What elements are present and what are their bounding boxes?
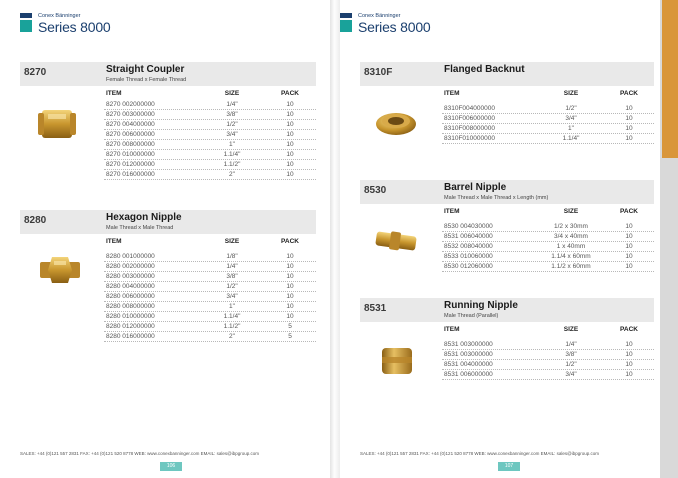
- item-size: 1": [229, 141, 235, 148]
- table-row: [104, 282, 316, 292]
- item-size: 3/8": [565, 351, 577, 358]
- book-spine: [330, 0, 340, 478]
- col-header-size: SIZE: [563, 326, 579, 333]
- section-header: [360, 298, 654, 322]
- item-pack: 10: [286, 253, 294, 260]
- item-size: 1.1/2": [223, 323, 241, 330]
- table-row: [104, 332, 316, 342]
- page-number: 107: [498, 462, 520, 471]
- item-pack: 10: [286, 313, 294, 320]
- table-row: [442, 252, 654, 262]
- item-code: 8531 006000000: [444, 371, 493, 378]
- item-size: 1/2": [565, 105, 577, 112]
- item-pack: 10: [286, 161, 294, 168]
- item-size: 1.1/4": [562, 135, 580, 142]
- item-size: 3/8": [226, 111, 238, 118]
- item-pack: 10: [625, 223, 633, 230]
- col-header-pack: PACK: [620, 326, 638, 333]
- col-header-size: SIZE: [563, 208, 579, 215]
- item-size: 1/4": [226, 101, 238, 108]
- table-row: [442, 104, 654, 114]
- item-pack: 10: [625, 351, 633, 358]
- item-pack: 10: [286, 273, 294, 280]
- footer-contact: SALES: +44 (0)121 557 2831 FAX: +44 (0)121 520 8778 WEB: www.conexbanninger.com EMAIL: sales@ibpgroup.com: [360, 451, 599, 456]
- product-subtitle: Male Thread x Male Thread: [106, 225, 174, 231]
- item-pack: 5: [288, 333, 292, 340]
- col-header-item: ITEM: [106, 238, 122, 245]
- item-code: 8531 006040000: [444, 233, 493, 240]
- table-row: [104, 170, 316, 180]
- item-code: 8280 010000000: [106, 313, 155, 320]
- item-size: 3/4 x 40mm: [554, 233, 588, 240]
- table-row: [442, 360, 654, 370]
- item-pack: 10: [286, 151, 294, 158]
- brand-series: Series 8000: [38, 19, 111, 35]
- item-pack: 10: [286, 121, 294, 128]
- table-row: [104, 252, 316, 262]
- item-code: 8270 002000000: [106, 101, 155, 108]
- table-row: [442, 134, 654, 144]
- item-code: 8531 004000000: [444, 361, 493, 368]
- item-code: 8532 008040000: [444, 243, 493, 250]
- straight-coupler-image: [34, 104, 80, 144]
- col-header-item: ITEM: [444, 90, 460, 97]
- item-code: 8531 003000000: [444, 351, 493, 358]
- table-row: [442, 242, 654, 252]
- item-size: 3/4": [226, 293, 238, 300]
- table-row: [104, 302, 316, 312]
- item-code: 8270 012000000: [106, 161, 155, 168]
- product-title: Hexagon Nipple: [106, 212, 182, 223]
- item-size: 1.1/4": [223, 151, 241, 158]
- item-code: 8270 010000000: [106, 151, 155, 158]
- flanged-backnut-image: [374, 108, 418, 138]
- item-pack: 10: [625, 371, 633, 378]
- item-size: 1/8": [226, 253, 238, 260]
- section-header: [20, 210, 316, 234]
- product-code: 8270: [24, 67, 47, 78]
- item-code: 8280 008000000: [106, 303, 155, 310]
- col-header-size: SIZE: [224, 238, 240, 245]
- item-pack: 10: [286, 303, 294, 310]
- hexagon-nipple-image: [38, 252, 82, 288]
- table-row: [104, 322, 316, 332]
- item-code: 8280 006000000: [106, 293, 155, 300]
- item-size: 2": [229, 171, 235, 178]
- logo-mark-icon: [340, 13, 352, 33]
- item-pack: 10: [625, 243, 633, 250]
- item-pack: 10: [625, 135, 633, 142]
- item-size: 3/4": [565, 115, 577, 122]
- item-size: 1": [229, 303, 235, 310]
- product-subtitle: Male Thread x Male Thread x Length (mm): [444, 195, 549, 201]
- item-size: 3/4": [226, 131, 238, 138]
- item-code: 8310F006000000: [444, 115, 495, 122]
- item-pack: 5: [288, 323, 292, 330]
- brand-company: Conex Bänninger: [358, 13, 401, 19]
- left-page: [0, 0, 330, 478]
- table-row: [442, 350, 654, 360]
- item-size: 1 x 40mm: [556, 243, 586, 250]
- item-code: 8310F008000000: [444, 125, 495, 132]
- item-code: 8280 016000000: [106, 333, 155, 340]
- table-row: [104, 130, 316, 140]
- item-pack: 10: [286, 141, 294, 148]
- right-page: [340, 0, 660, 478]
- footer-contact: SALES: +44 (0)121 557 2831 FAX: +44 (0)121 520 8778 WEB: www.conexbanninger.com EMAIL: sales@ibpgroup.com: [20, 451, 259, 456]
- item-size: 3/4": [565, 371, 577, 378]
- item-pack: 10: [286, 131, 294, 138]
- item-code: 8270 003000000: [106, 111, 155, 118]
- item-code: 8280 004000000: [106, 283, 155, 290]
- item-size: 1/4": [565, 341, 577, 348]
- item-size: 1.1/2": [223, 161, 241, 168]
- item-code: 8280 012000000: [106, 323, 155, 330]
- item-size: 3/8": [226, 273, 238, 280]
- running-nipple-image: [376, 344, 418, 378]
- col-header-pack: PACK: [620, 90, 638, 97]
- item-size: 1/2": [226, 121, 238, 128]
- table-row: [442, 370, 654, 380]
- product-title: Barrel Nipple: [444, 182, 507, 193]
- section-header: [360, 62, 654, 86]
- col-header-item: ITEM: [444, 208, 460, 215]
- product-code: 8530: [364, 185, 387, 196]
- item-pack: 10: [625, 233, 633, 240]
- col-header-pack: PACK: [281, 90, 299, 97]
- item-pack: 10: [286, 293, 294, 300]
- item-pack: 10: [625, 253, 633, 260]
- item-size: 1.1/4 x 60mm: [551, 253, 591, 260]
- item-code: 8270 016000000: [106, 171, 155, 178]
- product-subtitle: Female Thread x Female Thread: [106, 77, 187, 83]
- product-code: 8280: [24, 215, 47, 226]
- item-size: 1.1/2 x 60mm: [551, 263, 591, 270]
- table-row: [104, 100, 316, 110]
- barrel-nipple-image: [372, 226, 420, 256]
- section-tab: [662, 0, 678, 158]
- item-code: 8530 004030000: [444, 223, 493, 230]
- item-code: 8270 004000000: [106, 121, 155, 128]
- table-row: [442, 124, 654, 134]
- table-row: [442, 114, 654, 124]
- table-row: [442, 232, 654, 242]
- col-header-pack: PACK: [620, 208, 638, 215]
- product-title: Flanged Backnut: [444, 64, 525, 75]
- item-code: 8531 003000000: [444, 341, 493, 348]
- table-row: [442, 222, 654, 232]
- item-size: 1/4": [226, 263, 238, 270]
- brand-company: Conex Bänninger: [38, 13, 81, 19]
- table-row: [104, 120, 316, 130]
- item-pack: 10: [625, 341, 633, 348]
- section-header: [20, 62, 316, 86]
- table-row: [104, 272, 316, 282]
- product-code: 8531: [364, 303, 387, 314]
- item-pack: 10: [286, 171, 294, 178]
- item-size: 1": [568, 125, 574, 132]
- item-code: 8310F010000000: [444, 135, 495, 142]
- item-code: 8533 010060000: [444, 253, 493, 260]
- item-pack: 10: [625, 263, 633, 270]
- item-pack: 10: [625, 125, 633, 132]
- item-pack: 10: [286, 283, 294, 290]
- col-header-item: ITEM: [106, 90, 122, 97]
- section-header: [360, 180, 654, 204]
- item-code: 8310F004000000: [444, 105, 495, 112]
- product-code: 8310F: [364, 67, 393, 78]
- col-header-size: SIZE: [224, 90, 240, 97]
- item-pack: 10: [625, 115, 633, 122]
- item-pack: 10: [625, 105, 633, 112]
- table-row: [104, 312, 316, 322]
- col-header-pack: PACK: [281, 238, 299, 245]
- table-row: [104, 262, 316, 272]
- item-size: 1/2": [565, 361, 577, 368]
- item-size: 1.1/4": [223, 313, 241, 320]
- table-row: [442, 262, 654, 272]
- product-subtitle: Male Thread (Parallel): [444, 313, 499, 319]
- item-size: 1/2": [226, 283, 238, 290]
- table-row: [104, 292, 316, 302]
- table-row: [104, 160, 316, 170]
- item-size: 2": [229, 333, 235, 340]
- item-pack: 10: [286, 101, 294, 108]
- table-row: [104, 150, 316, 160]
- item-size: 1/2 x 30mm: [554, 223, 588, 230]
- table-row: [104, 110, 316, 120]
- item-code: 8280 003000000: [106, 273, 155, 280]
- col-header-item: ITEM: [444, 326, 460, 333]
- table-row: [442, 340, 654, 350]
- item-code: 8270 006000000: [106, 131, 155, 138]
- item-code: 8280 001000000: [106, 253, 155, 260]
- item-code: 8530 012060000: [444, 263, 493, 270]
- page-number: 106: [160, 462, 182, 471]
- brand-series: Series 8000: [358, 19, 431, 35]
- product-title: Running Nipple: [444, 300, 518, 311]
- table-row: [104, 140, 316, 150]
- item-code: 8270 008000000: [106, 141, 155, 148]
- logo-mark-icon: [20, 13, 32, 33]
- item-pack: 10: [286, 263, 294, 270]
- col-header-size: SIZE: [563, 90, 579, 97]
- item-pack: 10: [625, 361, 633, 368]
- product-title: Straight Coupler: [106, 64, 185, 75]
- item-pack: 10: [286, 111, 294, 118]
- item-code: 8280 002000000: [106, 263, 155, 270]
